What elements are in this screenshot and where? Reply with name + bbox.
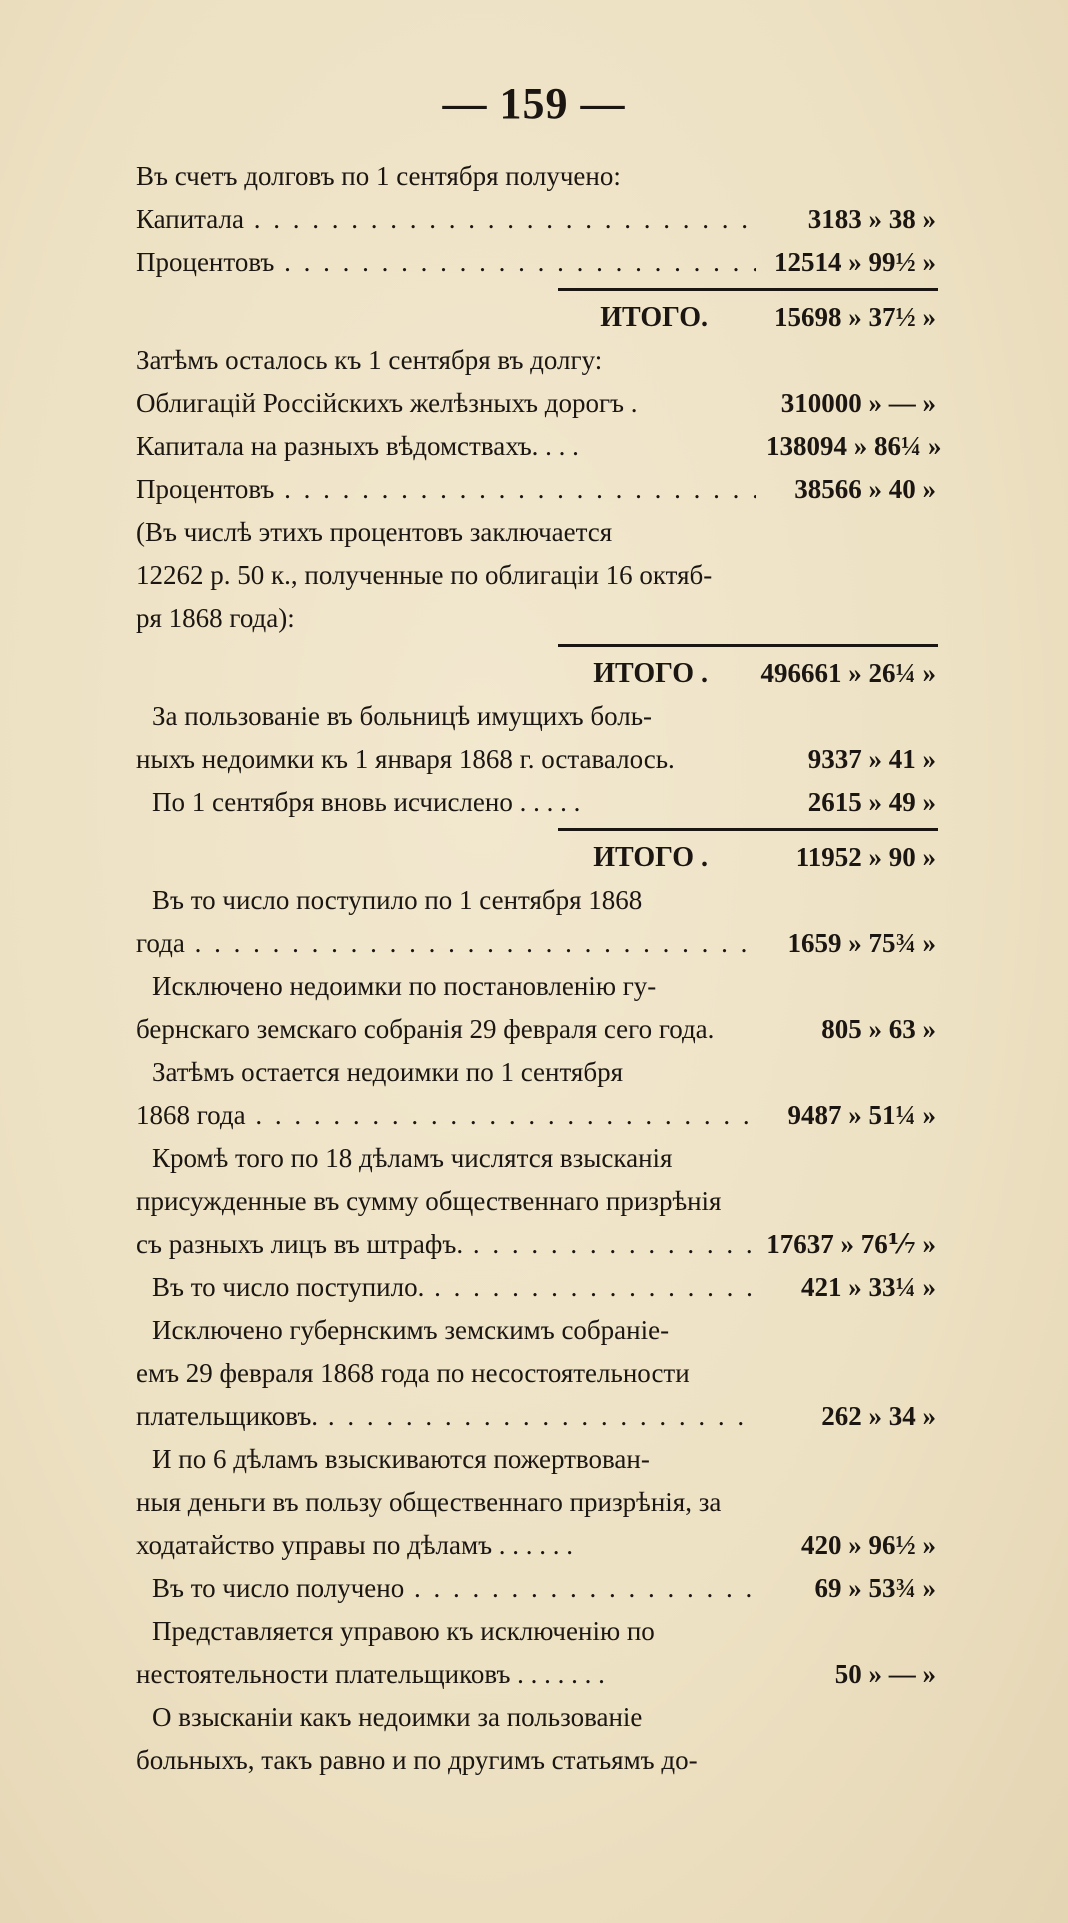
line-amount: 496661 » 26¼ » — [760, 658, 936, 688]
line-text: емъ 29 февраля 1868 года по несостоятельности — [136, 1358, 690, 1388]
line-text: По 1 сентября вновь исчислено . . . . . — [152, 787, 581, 817]
text-line — [136, 1266, 936, 1309]
line-text: плательщиковъ. . . . — [136, 1395, 756, 1438]
total-line — [136, 652, 936, 695]
line-text: Въ то число поступило. . . . — [152, 1266, 756, 1309]
total-rule — [136, 640, 936, 652]
total-label: ИТОГО . — [593, 658, 708, 689]
line-text: Облигацій Россійскихъ желѣзныхъ дорогъ . — [136, 388, 638, 418]
line-text: Капитала . . . — [136, 198, 756, 241]
line-amount: 50 » — » — [834, 1659, 936, 1689]
total-line — [136, 296, 936, 339]
line-text: ныхъ недоимки къ 1 января 1868 г. оставалось. — [136, 744, 675, 774]
text-line — [136, 1094, 936, 1137]
line-amount: 805 » 63 » — [821, 1014, 936, 1044]
line-text: ныя деньги въ пользу общественнаго призрѣнія, за — [136, 1487, 722, 1517]
line-amount: 69 » 53¾ » — [814, 1573, 936, 1603]
text-line — [136, 1610, 936, 1653]
text-line — [136, 155, 936, 198]
text-line — [136, 879, 936, 922]
line-amount: 12514 » 99½ » — [774, 247, 936, 277]
line-amount: 3183 » 38 » — [807, 204, 936, 234]
ledger-text — [136, 155, 942, 1782]
total-label: ИТОГО. — [600, 302, 708, 333]
line-amount: 420 » 96½ » — [801, 1530, 936, 1560]
text-line — [136, 695, 936, 738]
line-amount: 2615 » 49 » — [807, 787, 936, 817]
text-line — [136, 382, 936, 425]
text-line — [136, 1739, 936, 1782]
line-text: ходатайство управы по дѣламъ . . . . . . — [136, 1530, 574, 1560]
line-text: Капитала на разныхъ вѣдомствахъ. . . . — [136, 431, 579, 461]
line-text: И по 6 дѣламъ взыскиваются пожертвован- — [152, 1444, 650, 1474]
line-text: О взысканіи какъ недоимки за пользованіе — [152, 1702, 643, 1732]
line-text: За пользованіе въ больницѣ имущихъ боль- — [152, 701, 653, 731]
line-amount: 17637 » 76⅐ » — [766, 1229, 936, 1259]
line-text: Процентовъ . . . — [136, 241, 756, 284]
line-text: бернскаго земскаго собранія 29 февраля сего года. — [136, 1014, 715, 1044]
text-line — [136, 1438, 936, 1481]
line-amount: 9487 » 51¼ » — [787, 1100, 936, 1130]
text-line — [136, 781, 936, 824]
text-line — [136, 1352, 936, 1395]
text-line — [136, 1137, 936, 1180]
text-line — [136, 198, 936, 241]
text-line — [136, 1008, 936, 1051]
line-amount: 1659 » 75¾ » — [787, 928, 936, 958]
text-line — [136, 738, 936, 781]
text-line — [136, 1524, 936, 1567]
line-text: 1868 года . . . — [136, 1094, 756, 1137]
line-text: года . . . — [136, 922, 756, 965]
line-text: Затѣмъ осталось къ 1 сентября въ долгу: — [136, 345, 603, 375]
line-text: нестоятельности плательщиковъ . . . . . . . — [136, 1659, 605, 1689]
line-amount: 11952 » 90 » — [795, 842, 936, 872]
line-text: Представляется управою къ исключенію по — [152, 1616, 655, 1646]
text-line — [136, 339, 936, 382]
text-line — [136, 1180, 936, 1223]
text-line — [136, 597, 936, 640]
line-amount: 262 » 34 » — [821, 1401, 936, 1431]
text-line — [136, 1223, 936, 1266]
line-text: Процентовъ . . . — [136, 468, 756, 511]
line-text: 12262 р. 50 к., полученные по облигаціи 16 октяб- — [136, 560, 713, 590]
line-amount: 310000 » — » — [780, 388, 936, 418]
total-line — [136, 836, 936, 879]
line-amount: 9337 » 41 » — [807, 744, 936, 774]
line-amount: 15698 » 37½ » — [774, 302, 936, 332]
text-line — [136, 1051, 936, 1094]
line-text: Въ то число получено . . . — [152, 1567, 756, 1610]
text-line — [136, 1653, 936, 1696]
text-line — [136, 425, 942, 468]
line-text: присужденные въ сумму общественнаго призрѣнія — [136, 1186, 722, 1216]
line-text: Исключено губернскимъ земскимъ собраніе- — [152, 1315, 670, 1345]
text-line — [136, 554, 936, 597]
line-text: больныхъ, такъ равно и по другимъ статьямъ до- — [136, 1745, 698, 1775]
line-amount: 38566 » 40 » — [794, 474, 936, 504]
line-amount: 138094 » 86¼ » — [766, 431, 942, 461]
text-line — [136, 1395, 936, 1438]
line-text: ря 1868 года): — [136, 603, 295, 633]
total-rule — [136, 284, 936, 296]
line-text: Исключено недоимки по постановленію гу- — [152, 971, 657, 1001]
total-rule — [136, 824, 936, 836]
line-text: Въ счетъ долговъ по 1 сентября получено: — [136, 161, 621, 191]
line-amount: 421 » 33¼ » — [801, 1272, 936, 1302]
text-line — [136, 1309, 936, 1352]
line-text: съ разныхъ лицъ въ штрафъ. . . . — [136, 1223, 756, 1266]
line-text: Кромѣ того по 18 дѣламъ числятся взысканія — [152, 1143, 673, 1173]
text-line — [136, 468, 936, 511]
page-number: — 159 — — [442, 79, 626, 128]
total-label: ИТОГО . — [593, 842, 708, 873]
text-line — [136, 965, 936, 1008]
text-line — [136, 1567, 936, 1610]
text-line — [136, 511, 936, 554]
text-line — [136, 922, 936, 965]
text-line — [136, 1481, 936, 1524]
line-text: (Въ числѣ этихъ процентовъ заключается — [136, 517, 613, 547]
line-text: Затѣмъ остается недоимки по 1 сентября — [152, 1057, 623, 1087]
text-line — [136, 241, 936, 284]
text-line — [136, 1696, 936, 1739]
line-text: Въ то число поступило по 1 сентября 1868 — [152, 885, 643, 915]
